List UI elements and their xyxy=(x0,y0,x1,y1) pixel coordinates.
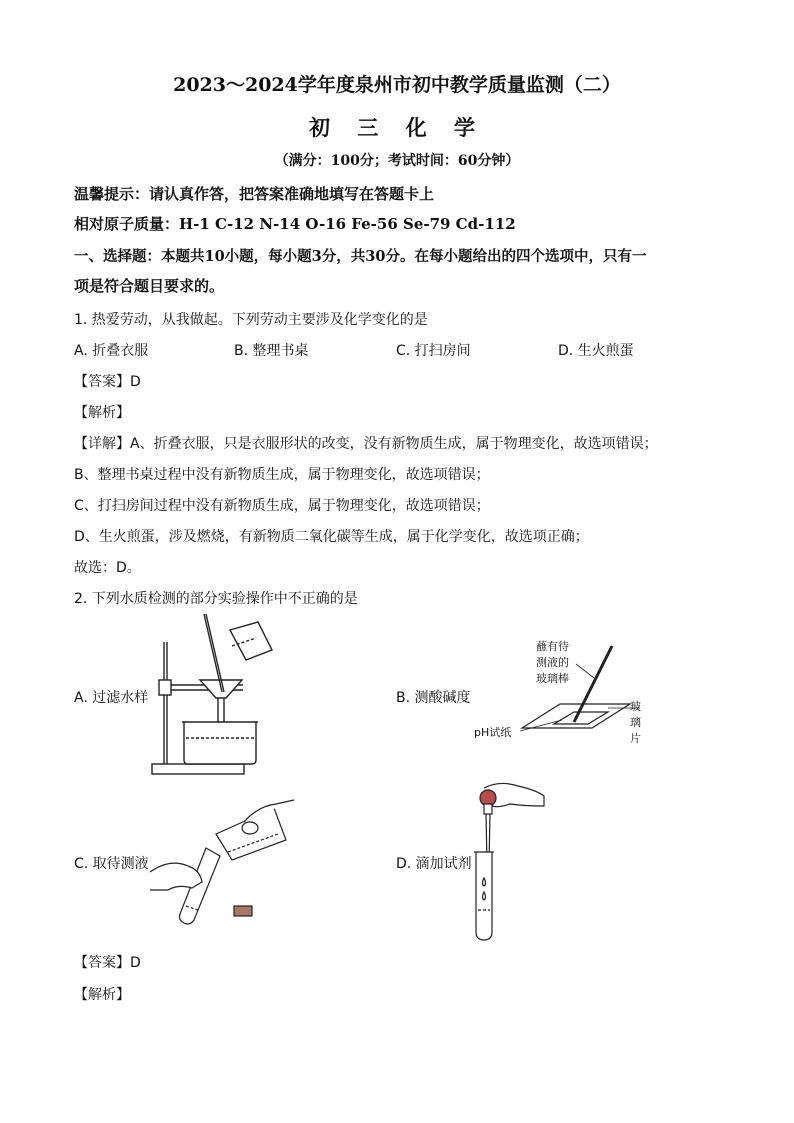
q2-answer: 【答案】D xyxy=(74,955,141,971)
q1-analysis: 【解析】 xyxy=(74,405,130,421)
ph-rod-label-3: 玻璃棒 xyxy=(536,672,569,685)
q2-option-d: D. 滴加试剂 xyxy=(396,856,472,872)
q2-option-a: A. 过滤水样 xyxy=(74,690,149,706)
glass-label-1: 玻 xyxy=(630,700,641,713)
q1-detail-line: 故选：D。 xyxy=(74,560,141,576)
q1-detail-line: D、生火煎蛋，涉及燃烧，有新物质二氧化碳等生成，属于化学变化，故选项正确； xyxy=(74,529,589,545)
dropper-figure xyxy=(470,782,550,944)
q1-detail-line: B、整理书桌过程中没有新物质生成，属于物理变化，故选项错误； xyxy=(74,467,490,483)
q1-option-b: B. 整理书桌 xyxy=(234,343,309,359)
exam-title: 2023～2024学年度泉州市初中教学质量监测（二） xyxy=(173,74,621,96)
glass-label-3: 片 xyxy=(630,732,641,745)
filtration-figure xyxy=(148,612,278,780)
q1-detail-line: C、打扫房间过程中没有新物质生成，属于物理变化，故选项错误； xyxy=(74,498,490,514)
glass-label-2: 璃 xyxy=(630,716,641,729)
subject-title: 初 三 化 学 xyxy=(309,115,485,140)
q2-analysis: 【解析】 xyxy=(74,987,130,1003)
ph-rod-label-2: 测液的 xyxy=(536,656,569,669)
q1-stem: 1. 热爱劳动，从我做起。下列劳动主要涉及化学变化的是 xyxy=(74,312,428,328)
q1-option-d: D. 生火煎蛋 xyxy=(558,343,634,359)
q2-option-b: B. 测酸碱度 xyxy=(396,690,471,706)
atomic-mass: 相对原子质量：H-1 C-12 N-14 O-16 Fe-56 Se-79 Cd-112 xyxy=(74,215,516,233)
section-heading-line2: 项是符合题目要求的。 xyxy=(74,277,225,295)
q1-answer: 【答案】D xyxy=(74,374,141,390)
ph-test-figure xyxy=(470,636,650,756)
notice: 温馨提示：请认真作答，把答案准确地填写在答题卡上 xyxy=(74,185,435,203)
q2-option-c: C. 取待测液 xyxy=(74,856,149,872)
ph-paper-label: pH试纸 xyxy=(474,726,512,739)
q2-stem: 2. 下列水质检测的部分实验操作中不正确的是 xyxy=(74,591,358,607)
q1-detail-line: 【详解】A、折叠衣服，只是衣服形状的改变，没有新物质生成，属于物理变化，故选项错误； xyxy=(74,436,658,452)
q1-option-c: C. 打扫房间 xyxy=(396,343,471,359)
ph-rod-label-1: 蘸有待 xyxy=(536,640,569,653)
exam-meta: （满分：100分；考试时间：60分钟） xyxy=(274,153,520,169)
section-heading-line1: 一、选择题：本题共10小题，每小题3分，共30分。在每小题给出的四个选项中，只有一 xyxy=(74,248,647,265)
q1-option-a: A. 折叠衣服 xyxy=(74,343,149,359)
pouring-figure xyxy=(148,798,298,928)
